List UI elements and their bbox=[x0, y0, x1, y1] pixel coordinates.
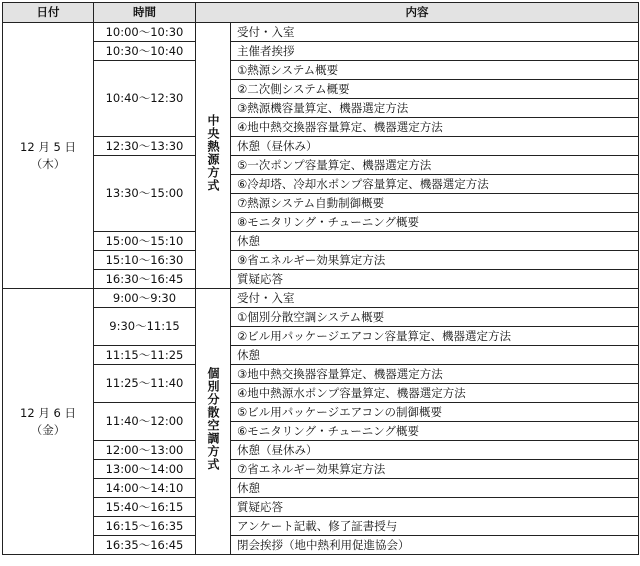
content-item: ⑦熱源システム自動制御概要 bbox=[231, 194, 639, 213]
schedule-table bbox=[2, 2, 639, 555]
schedule-row bbox=[3, 403, 639, 422]
content-item: 休憩 bbox=[231, 346, 639, 365]
slot-time: 11:15〜11:25 bbox=[94, 346, 196, 365]
content-item: ②ビル用パッケージエアコン容量算定、機器選定方法 bbox=[231, 327, 639, 346]
header-time: 時間 bbox=[94, 3, 196, 23]
slot-time: 9:00〜9:30 bbox=[94, 289, 196, 308]
schedule-row bbox=[3, 251, 639, 270]
content-item: ④地中熱交換器容量算定、機器選定方法 bbox=[231, 118, 639, 137]
slot-time: 16:15〜16:35 bbox=[94, 517, 196, 536]
schedule-row bbox=[3, 42, 639, 61]
day-date: 12 月 6 日 bbox=[20, 405, 76, 420]
method-cell bbox=[196, 23, 231, 289]
slot-time: 13:30〜15:00 bbox=[94, 156, 196, 232]
slot-time: 16:30〜16:45 bbox=[94, 270, 196, 289]
slot-time: 11:40〜12:00 bbox=[94, 403, 196, 441]
schedule-row bbox=[3, 517, 639, 536]
schedule-row bbox=[3, 289, 639, 308]
content-item: ⑥モニタリング・チューニング概要 bbox=[231, 422, 639, 441]
slot-time: 15:10〜16:30 bbox=[94, 251, 196, 270]
slot-time: 12:00〜13:00 bbox=[94, 441, 196, 460]
slot-time: 10:00〜10:30 bbox=[94, 23, 196, 42]
content-item: ⑦省エネルギー効果算定方法 bbox=[231, 460, 639, 479]
slot-time: 16:35〜16:45 bbox=[94, 536, 196, 555]
slot-time: 10:40〜12:30 bbox=[94, 61, 196, 137]
content-item: ③熱源機容量算定、機器選定方法 bbox=[231, 99, 639, 118]
schedule-row bbox=[3, 308, 639, 327]
slot-time: 15:00〜15:10 bbox=[94, 232, 196, 251]
schedule-row bbox=[3, 346, 639, 365]
header-row bbox=[3, 3, 639, 23]
schedule-row bbox=[3, 536, 639, 555]
day-weekday: （金） bbox=[30, 422, 66, 437]
content-item: 質疑応答 bbox=[231, 498, 639, 517]
content-item: 休憩（昼休み） bbox=[231, 441, 639, 460]
content-item: ⑤ビル用パッケージエアコンの制御概要 bbox=[231, 403, 639, 422]
day-date-cell bbox=[3, 23, 94, 289]
content-item: ④地中熱源水ポンプ容量算定、機器選定方法 bbox=[231, 384, 639, 403]
day-date-cell bbox=[3, 289, 94, 555]
header-date: 日付 bbox=[3, 3, 94, 23]
content-item: ⑨省エネルギー効果算定方法 bbox=[231, 251, 639, 270]
content-item: 受付・入室 bbox=[231, 23, 639, 42]
content-item: 休憩（昼休み） bbox=[231, 137, 639, 156]
method-label: 中央熱源方式 bbox=[206, 114, 220, 192]
schedule-row bbox=[3, 232, 639, 251]
content-item: ①個別分散空調システム概要 bbox=[231, 308, 639, 327]
slot-time: 9:30〜11:15 bbox=[94, 308, 196, 346]
slot-time: 12:30〜13:30 bbox=[94, 137, 196, 156]
day-date: 12 月 5 日 bbox=[20, 139, 76, 154]
content-item: ⑥冷却塔、冷却水ポンプ容量算定、機器選定方法 bbox=[231, 175, 639, 194]
content-item: 質疑応答 bbox=[231, 270, 639, 289]
method-label: 個別分散空調方式 bbox=[206, 367, 220, 471]
slot-time: 13:00〜14:00 bbox=[94, 460, 196, 479]
schedule-row bbox=[3, 479, 639, 498]
content-item: ⑧モニタリング・チューニング概要 bbox=[231, 213, 639, 232]
content-item: 受付・入室 bbox=[231, 289, 639, 308]
day-weekday: （木） bbox=[30, 156, 66, 171]
slot-time: 14:00〜14:10 bbox=[94, 479, 196, 498]
method-cell bbox=[196, 289, 231, 555]
schedule-row bbox=[3, 365, 639, 384]
content-item: ③地中熱交換器容量算定、機器選定方法 bbox=[231, 365, 639, 384]
content-item: アンケート記載、修了証書授与 bbox=[231, 517, 639, 536]
schedule-row bbox=[3, 441, 639, 460]
content-item: 休憩 bbox=[231, 479, 639, 498]
header-content: 内容 bbox=[196, 3, 639, 23]
schedule-row bbox=[3, 270, 639, 289]
slot-time: 11:25〜11:40 bbox=[94, 365, 196, 403]
content-item: ②二次側システム概要 bbox=[231, 80, 639, 99]
slot-time: 10:30〜10:40 bbox=[94, 42, 196, 61]
content-item: 主催者挨拶 bbox=[231, 42, 639, 61]
slot-time: 15:40〜16:15 bbox=[94, 498, 196, 517]
schedule-row bbox=[3, 23, 639, 42]
schedule-row bbox=[3, 61, 639, 80]
schedule-body bbox=[3, 23, 639, 555]
schedule-row bbox=[3, 460, 639, 479]
schedule-row bbox=[3, 156, 639, 175]
content-item: 休憩 bbox=[231, 232, 639, 251]
content-item: ⑤一次ポンプ容量算定、機器選定方法 bbox=[231, 156, 639, 175]
content-item: ①熱源システム概要 bbox=[231, 61, 639, 80]
schedule-row bbox=[3, 137, 639, 156]
schedule-row bbox=[3, 498, 639, 517]
content-item: 閉会挨拶（地中熱利用促進協会） bbox=[231, 536, 639, 555]
